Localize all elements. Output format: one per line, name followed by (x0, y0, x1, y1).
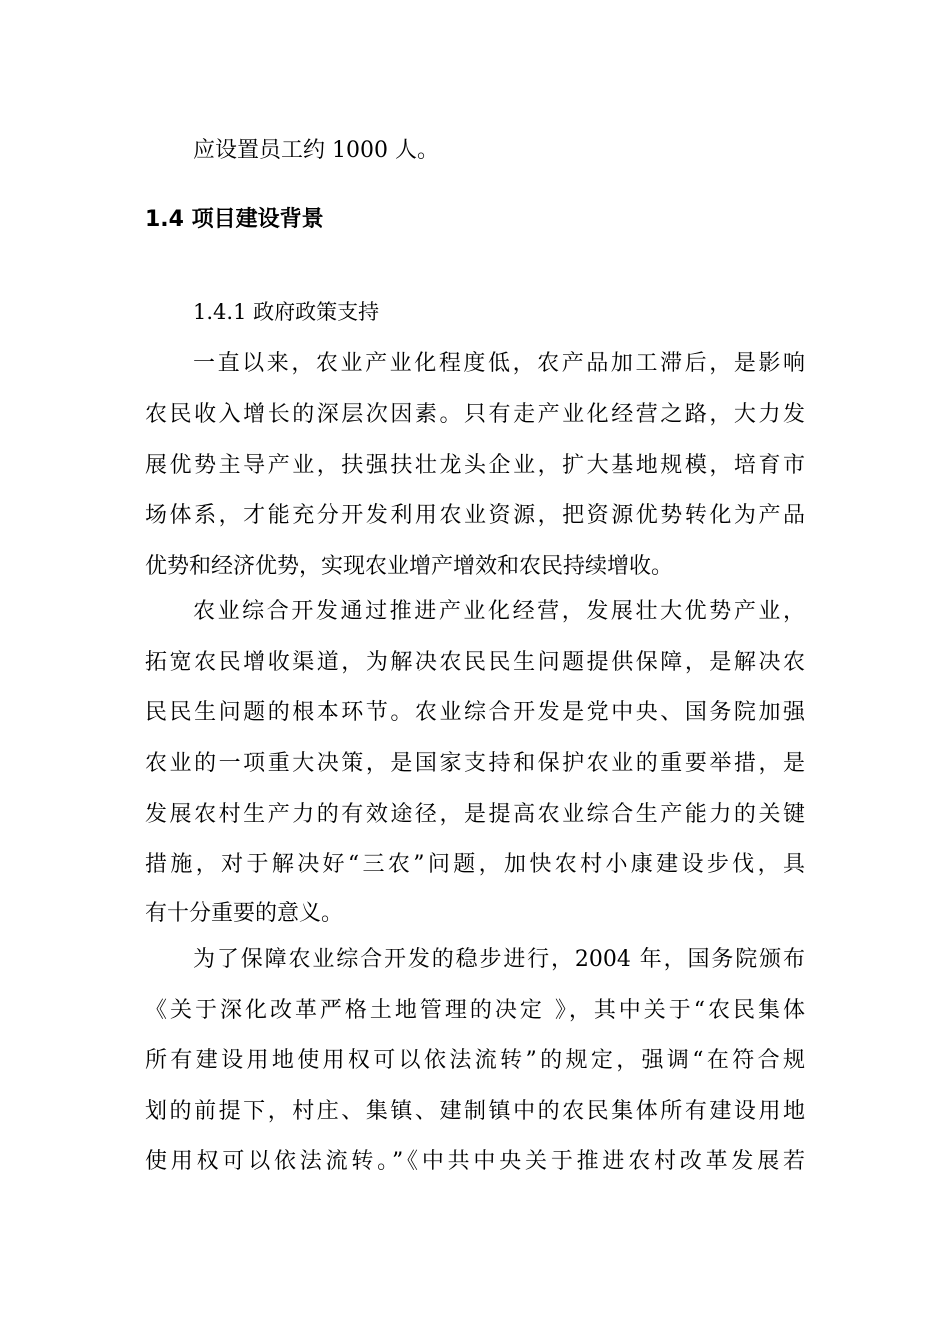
paragraph-1-line: 农民收入增长的深层次因素。只有走产业化经营之路，大力发 (145, 402, 805, 427)
paragraph-2-line: 拓宽农民增收渠道，为解决农民民生问题提供保障，是解决农 (145, 650, 805, 675)
paragraph-1-line: 一直以来，农业产业化程度低，农产品加工滞后，是影响 (193, 351, 805, 376)
paragraph-2-line: 农业综合开发通过推进产业化经营，发展壮大优势产业， (193, 599, 805, 624)
paragraph-3-line: 《关于深化改革严格土地管理的决定 》，其中关于“农民集体 (145, 998, 805, 1023)
paragraph-3-line: 为了保障农业综合开发的稳步进行，2004 年，国务院颁布 (193, 947, 805, 972)
paragraph-3-line: 使用权可以依法流转。”《中共中央关于推进农村改革发展若 (145, 1149, 805, 1174)
paragraph-1-line: 优势和经济优势，实现农业增产增效和农民持续增收。 (145, 554, 674, 579)
intro-line: 应设置员工约 1000 人。 (193, 138, 439, 163)
paragraph-2-line: 有十分重要的意义。 (145, 901, 344, 926)
section-heading: 1.4 项目建设背景 (145, 207, 324, 232)
paragraph-2-line: 措施，对于解决好“三农”问题，加快农村小康建设步伐，具 (145, 852, 805, 877)
paragraph-3-line: 所有建设用地使用权可以依法流转”的规定，强调“在符合规 (145, 1048, 805, 1073)
paragraph-3-line: 划的前提下，村庄、集镇、建制镇中的农民集体所有建设用地 (145, 1099, 805, 1124)
paragraph-2-line: 发展农村生产力的有效途径，是提高农业综合生产能力的关键 (145, 802, 805, 827)
paragraph-1-line: 展优势主导产业，扶强扶壮龙头企业，扩大基地规模，培育市 (145, 453, 805, 478)
paragraph-2-line: 农业的一项重大决策，是国家支持和保护农业的重要举措，是 (145, 751, 805, 776)
paragraph-2-line: 民民生问题的根本环节。农业综合开发是党中央、国务院加强 (145, 700, 805, 725)
subsection-heading: 1.4.1 政府政策支持 (193, 300, 380, 324)
paragraph-1-line: 场体系，才能充分开发利用农业资源，把资源优势转化为产品 (145, 503, 805, 528)
